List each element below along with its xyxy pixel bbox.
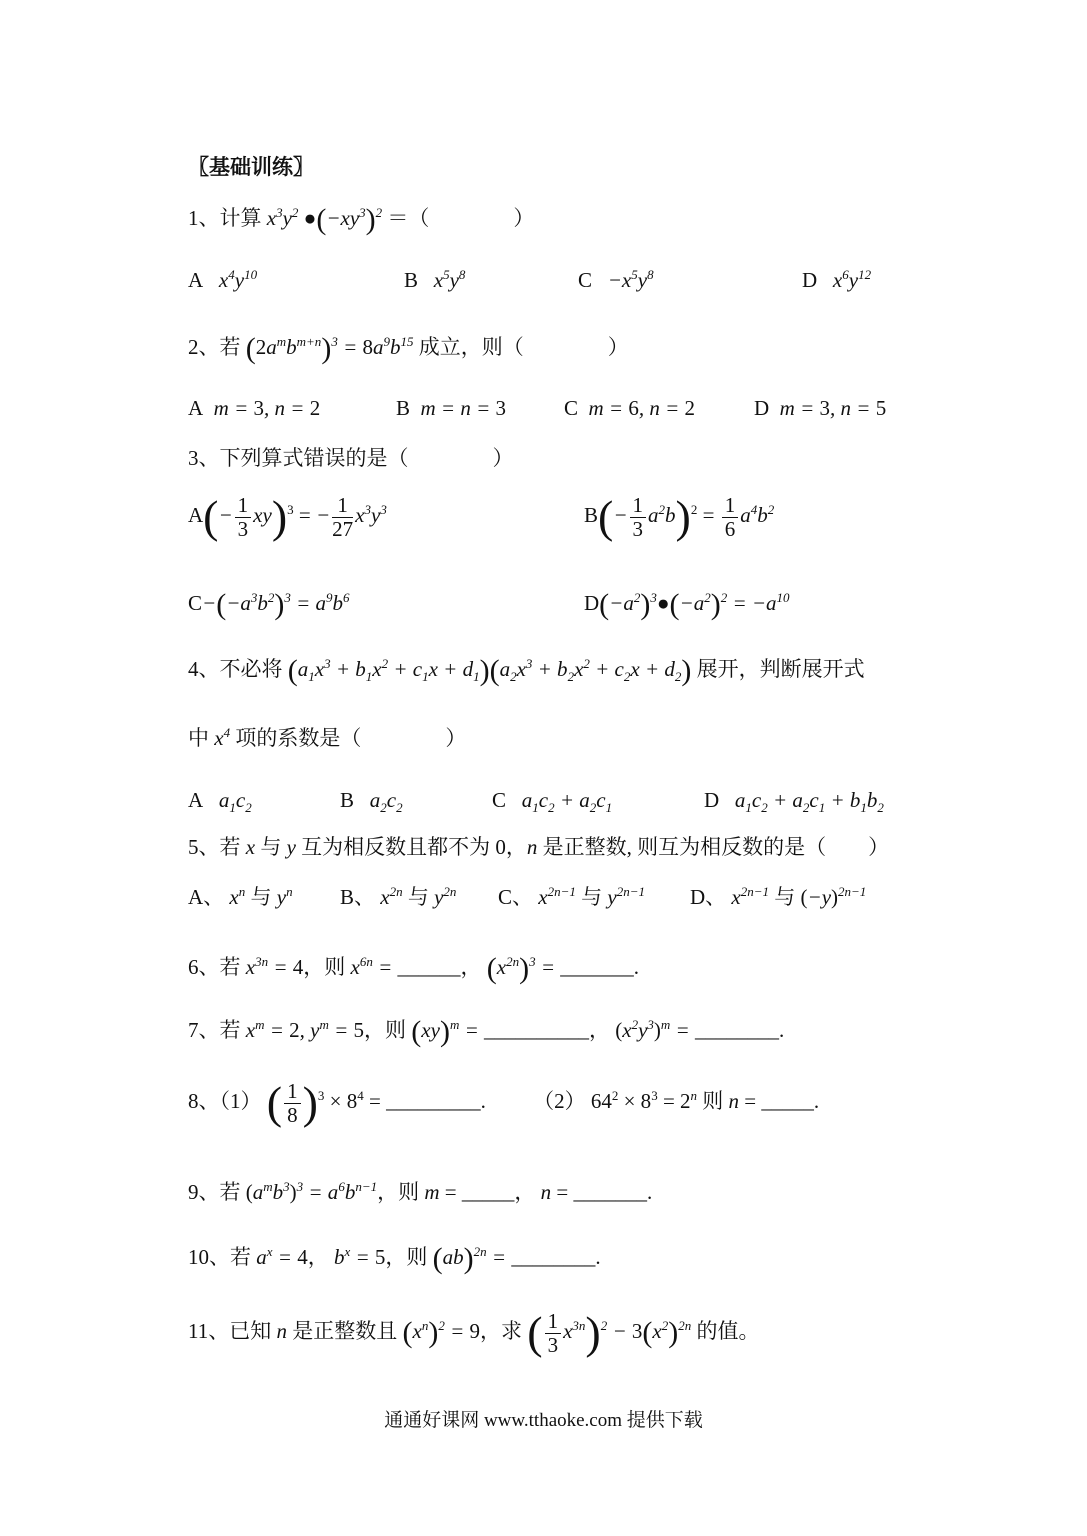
q9-stem: 9、若 [188, 1180, 241, 1204]
q6-expr-2: $(x^{2n})^3$ = [486, 952, 555, 985]
q10-expr: (ab)$^{2n}$ = [432, 1242, 507, 1275]
q9-text-2: ， [514, 1180, 536, 1204]
q10-text-1: ， [307, 1244, 329, 1269]
question-4-line2 [188, 726, 466, 751]
q11-tail: 的值。 [696, 1318, 760, 1343]
q6-stem: 6、若 [188, 954, 241, 979]
q5-option-c: C、 $x^{2n-1}$ 与 $y^{2n-1}$ [498, 884, 645, 909]
q7-blank-2: ________. [694, 1017, 785, 1042]
q6-expr-1: $x^{6n}$ = [350, 953, 393, 979]
q1-option-c: C $-x^5y^8$ [578, 267, 654, 292]
question-4 [188, 656, 865, 686]
q10-given-a: $a^x = 4$ [256, 1243, 308, 1269]
q7-text-2: ， [589, 1017, 610, 1042]
q8-text-2: 则 [702, 1088, 724, 1113]
q6-given: $x^{3n} = 4$ [245, 953, 304, 979]
q2-option-c: C m = 6, n = 2 [564, 396, 696, 420]
q10-stem: 10、若 [188, 1244, 251, 1269]
q7-stem: 7、若 [188, 1017, 241, 1042]
q7-blank-1: __________ [484, 1017, 589, 1042]
q5-text-1: 与 [260, 835, 282, 859]
q11-given: $(x^n)^2 = 9$ [402, 1316, 480, 1349]
q7-text-1: ，则 [364, 1017, 407, 1042]
q3-option-d: $D(-a^2)^3●(-a^2)^2 = -a^{10}$ [584, 588, 790, 621]
q8-stem: 8、（1） [188, 1088, 262, 1113]
section-heading: 〖基础训练〗 [188, 155, 314, 179]
q3-option-a: A(− $\frac{1}{3}$ xy)$^3$ = − $\frac{1}{27}$ $x^3y^3$ [188, 491, 387, 542]
q5-text-3: 是正整数, 则互为相反数的是（ ） [542, 835, 890, 859]
q4-expression: $(a_1x^3 + b_1x^2 + c_1x + d_1)(a_2x^3 + b_2x^2 + c_2x + d_2)$ [287, 654, 692, 687]
q5-stem: 5、若 [188, 835, 241, 859]
q3-options-ab [188, 491, 908, 564]
q8-blank-2: _____. [761, 1088, 820, 1113]
q4-stem: 4、不必将 [188, 656, 283, 681]
q4-option-a: A $a_1c_2$ [188, 788, 252, 816]
q5-option-a: A、 $x^n$ 与 $y^n$ [188, 884, 293, 909]
q2-stem: 2、若 [188, 334, 241, 359]
q7-expr-1: (xy)$^m$ = [411, 1015, 479, 1048]
q4-line2-prefix: 中 [188, 726, 209, 750]
q9-text-1: ，则 [377, 1180, 420, 1204]
question-3: 3、下列算式错误的是（ ） [188, 446, 514, 470]
q1-option-d: D $x^6y^{12}$ [802, 267, 872, 292]
q9-blank-1: _____ [461, 1180, 515, 1204]
q6-blank-1: ______ [397, 954, 461, 979]
q11-expr: ( $\frac{1}{3}$ $x^{3n})^2 - 3(x^2)^{2n}$ [527, 1307, 692, 1358]
q1-option-b: B $x^5y^8$ [404, 267, 466, 292]
q8-expr-1: ( $\frac{1}{8}$ )$^3 \times 8^4$ = [266, 1077, 381, 1128]
q4-tail: 项的系数是（ ） [235, 726, 467, 750]
q3-option-c: $C-(-a^3b^2)^3 = a^9b^6$ [188, 588, 350, 621]
q7-expr-2: $(x^2y^3)^m$ = [615, 1016, 690, 1042]
q11-stem: 11、已知 [188, 1318, 272, 1343]
q1-stem: 1、计算 [188, 205, 262, 230]
question-8: 8、（1） ( $\frac{1}{8}$ )$^3 \times 8^4$ = _________. （2） $64^2 \times 8^3 = 2^n$ 则 n = _____. [188, 1077, 820, 1128]
q9-blank-2: _______. [573, 1180, 653, 1204]
q7-given: $x^m = 2$, $y^m = 5$ [245, 1016, 365, 1042]
question-1 [188, 205, 534, 235]
q6-text-2: ， [460, 954, 482, 979]
q4-option-c: C $a_1c_2 + a_2c_1$ [492, 788, 613, 816]
q10-blank-1: ________. [511, 1244, 601, 1269]
question-6 [188, 954, 639, 984]
q4-term: $x^4$ [214, 725, 231, 750]
question-7 [188, 1017, 784, 1047]
question-11: 11、已知 n 是正整数且 $(x^n)^2 = 9$，求 ( $\frac{1}{3}$ $x^{3n})^2 - 3(x^2)^{2n}$ 的值。 [188, 1307, 760, 1358]
question-5: 5、若 x 与 y 互为相反数且都不为 0，n 是正整数, 则互为相反数的是（ ） [188, 835, 890, 859]
q4-option-d: D $a_1c_2 + a_2c_1 + b_1b_2$ [704, 788, 884, 816]
q4-option-b: B $a_2c_2$ [340, 788, 403, 816]
q5-option-d: D、 $x^{2n-1}$ 与 $(-y)^{2n-1}$ [690, 884, 867, 909]
q5-option-b: B、 $x^{2n}$ 与 $y^{2n}$ [340, 884, 457, 909]
q9-given: $(a^mb^3)^3 = a^6b^{n-1}$ [245, 1179, 378, 1204]
q10-given-b: $b^x = 5$ [333, 1243, 386, 1269]
q8-blank-1: _________. [386, 1088, 486, 1113]
q4-mid: 展开，判断展开式 [696, 656, 865, 681]
q8-part-2-label: （2） [533, 1088, 586, 1113]
q1-option-a: A $x^4y^{10}$ [188, 267, 258, 292]
question-2 [188, 334, 629, 364]
q5-text-2: 互为相反数且都不为 0， [301, 835, 527, 859]
q2-expression: $(2a^mb^{m+n})^3 = 8a^9b^{15}$ [245, 332, 414, 365]
question-9: 9、若 $(a^mb^3)^3 = a^6b^{n-1}$，则 m = _____， n = _______. [188, 1179, 653, 1204]
q2-option-b: B m = n = 3 [396, 396, 507, 420]
q2-option-d: D m = 3, n = 5 [754, 396, 887, 420]
q6-blank-2: _______. [560, 954, 639, 979]
q2-option-a: A m = 3, n = 2 [188, 396, 321, 420]
q1-tail: ＝（ ） [387, 205, 535, 230]
q10-text-2: ，则 [385, 1244, 428, 1269]
q3-option-b: B(− $\frac{1}{3}$ $a^2b)^2$ = $\frac{1}{6}$ $a^4b^2$ [584, 491, 775, 542]
footer-credit: 通通好课网 www.tthaoke.com 提供下载 [384, 1410, 703, 1431]
q1-expression: $x^3y^2$ $●(-xy^3)^2$ [266, 203, 383, 236]
q11-text-2: ，求 [479, 1318, 522, 1343]
q2-tail: 成立，则（ ） [418, 334, 629, 359]
q8-expr-2: $64^2 \times 8^3 = 2^n$ [590, 1087, 698, 1113]
q6-text-1: ，则 [303, 954, 346, 979]
q11-text-1: 是正整数且 [292, 1318, 398, 1343]
question-10 [188, 1244, 601, 1274]
